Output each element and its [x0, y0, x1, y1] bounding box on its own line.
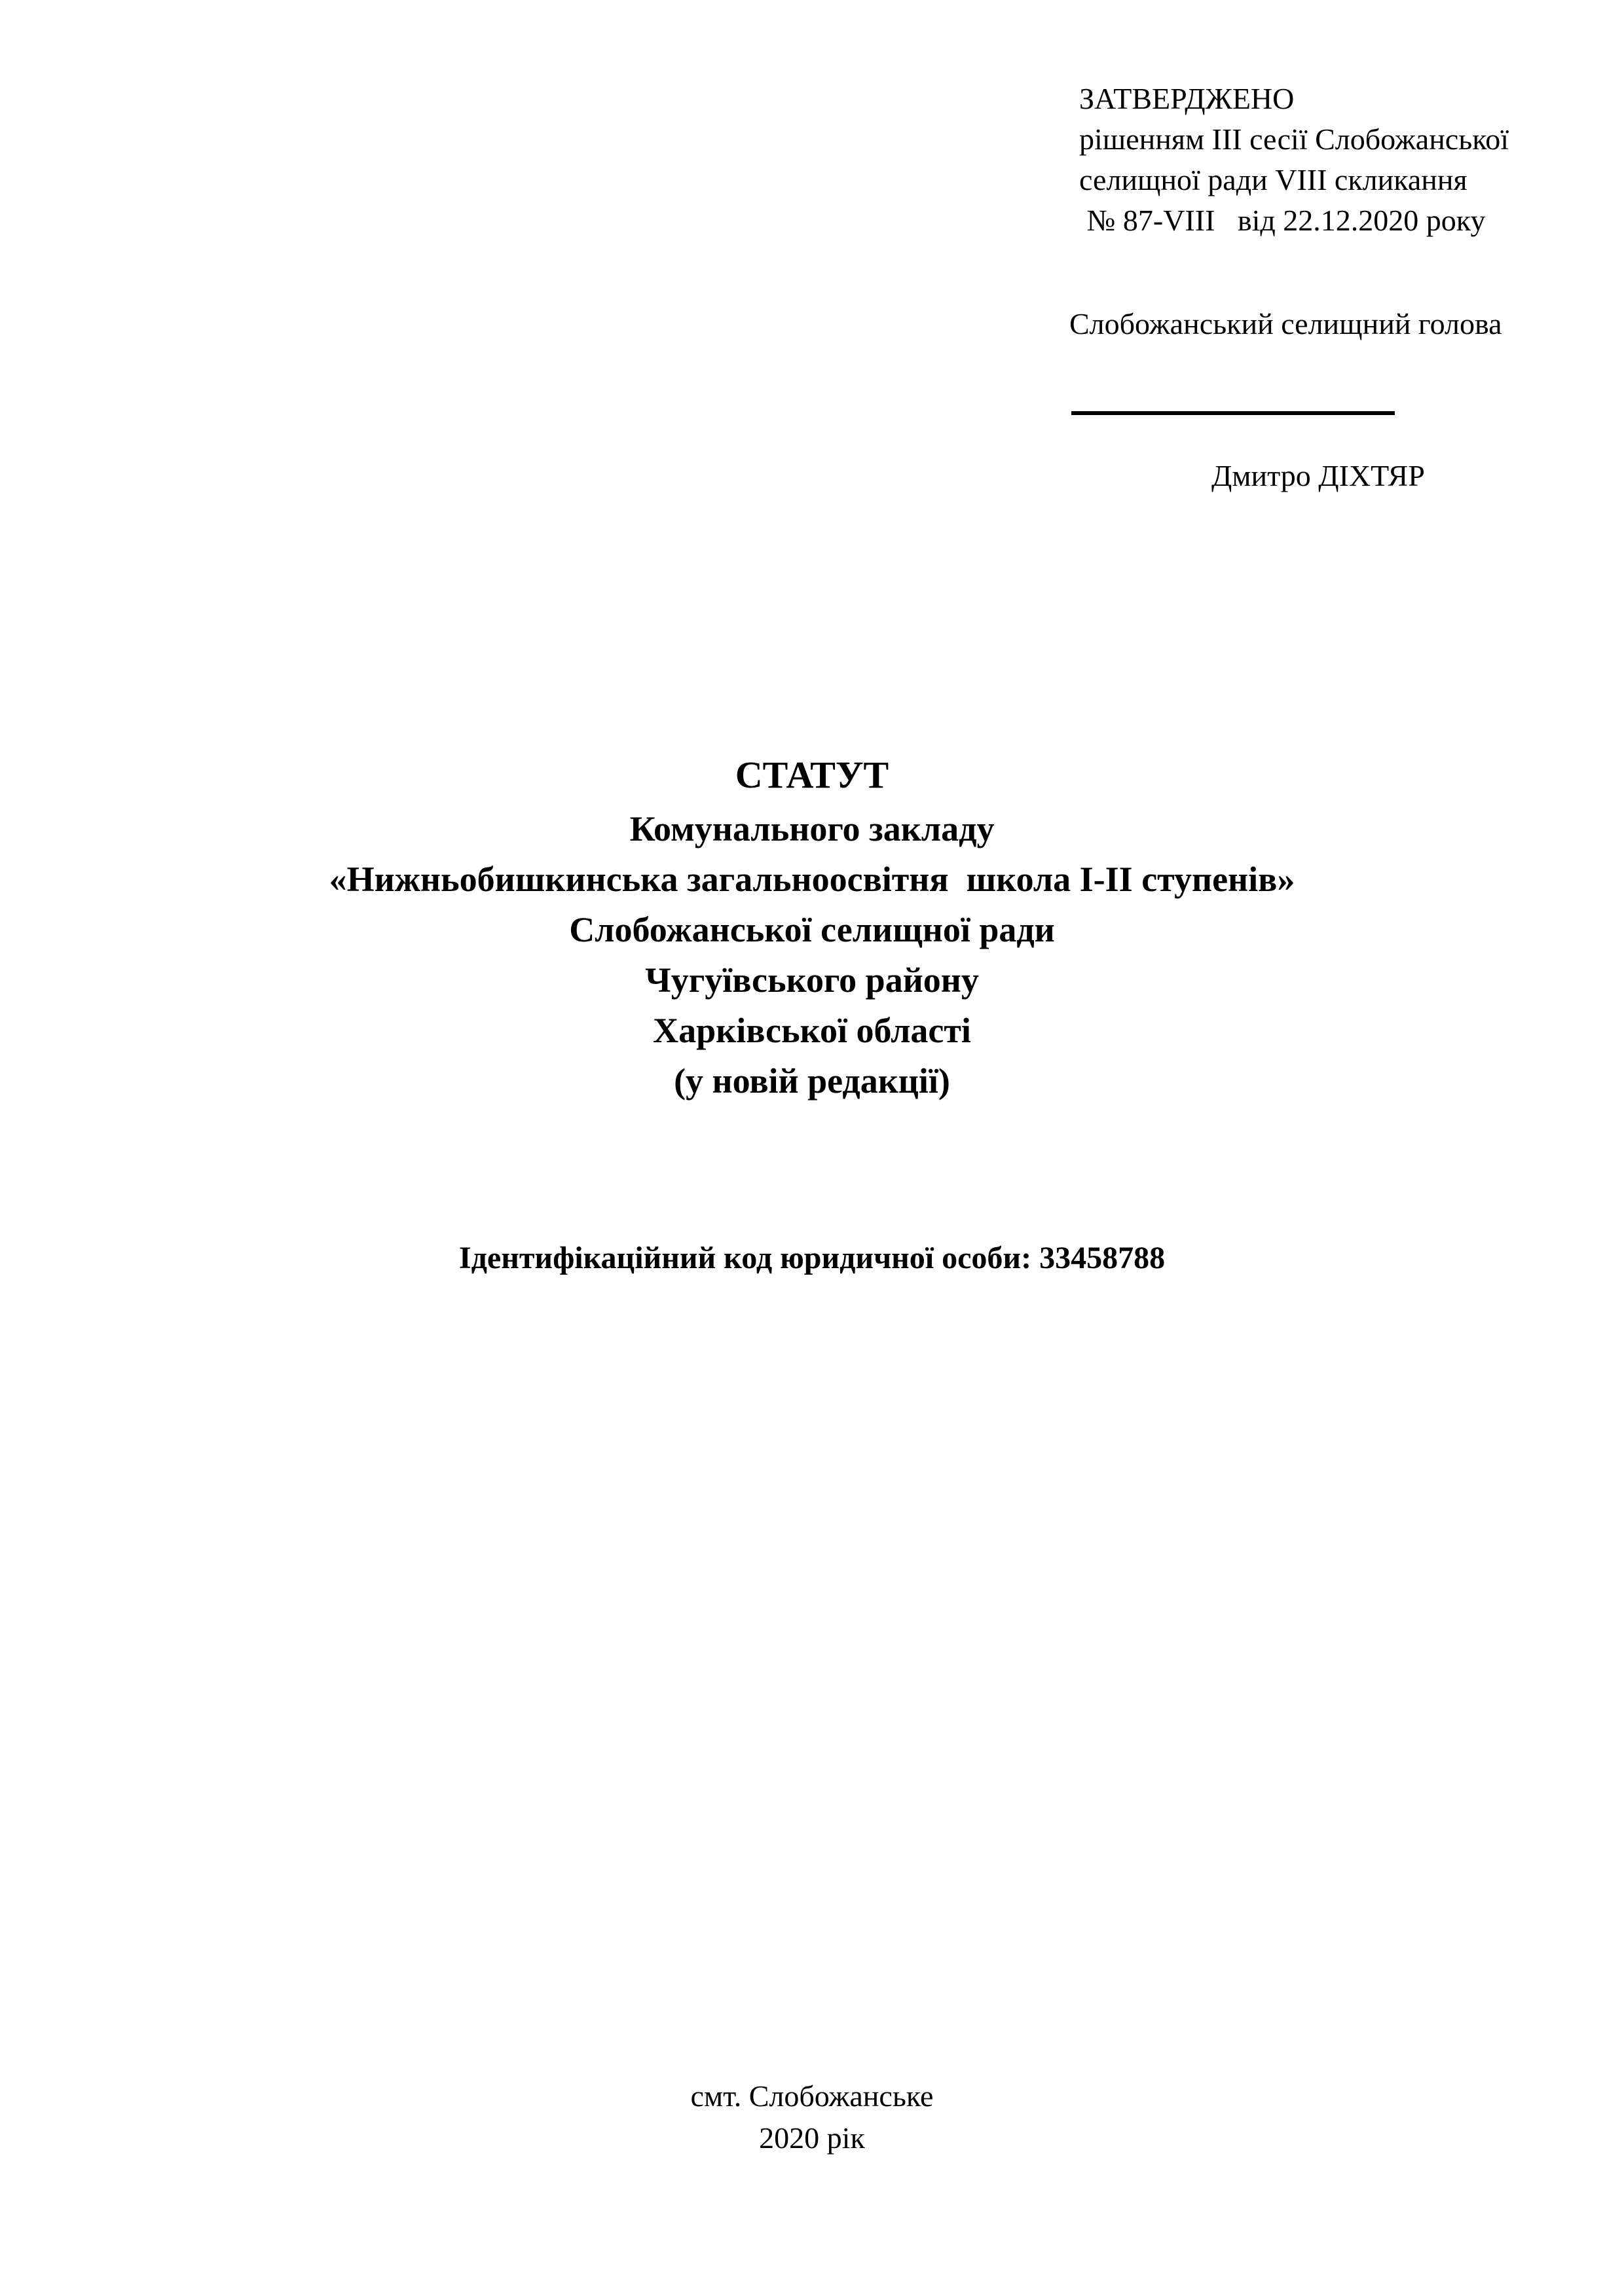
head-title: Слобожанський селищний голова	[1069, 307, 1502, 340]
title-line-5: Харківської області	[653, 1011, 971, 1050]
footer-year: 2020 рік	[759, 2121, 865, 2155]
footer-place: смт. Слобожанське	[690, 2079, 934, 2113]
identification-code: Ідентифікаційний код юридичної особи: 33458788	[458, 1241, 1166, 1275]
title-line-6: (у новій редакції)	[674, 1061, 950, 1101]
title-line-1: Комунального закладу	[629, 809, 995, 848]
approval-decision: рішенням ІІІ сесії Слобожанської	[1079, 122, 1509, 156]
approval-number-date: № 87-VIII від 22.12.2020 року	[1079, 204, 1486, 237]
approval-council: селищної ради VІІІ скликання	[1079, 163, 1467, 196]
title-line-3: Слобожанської селищної ради	[569, 910, 1055, 949]
title-line-2: «Нижньобишкинська загальноосвітня школа І-ІІ ступенів»	[329, 860, 1295, 899]
title-main: СТАТУТ	[735, 754, 889, 796]
approval-stamp	[1079, 79, 1603, 241]
head-name: Дмитро ДІХТЯР	[1211, 459, 1425, 492]
signature-line	[1071, 411, 1395, 415]
document-title	[0, 746, 1624, 1106]
footer	[0, 2075, 1624, 2159]
approval-heading: ЗАТВЕРДЖЕНО	[1079, 82, 1295, 115]
title-line-4: Чугуївського району	[645, 960, 979, 1000]
